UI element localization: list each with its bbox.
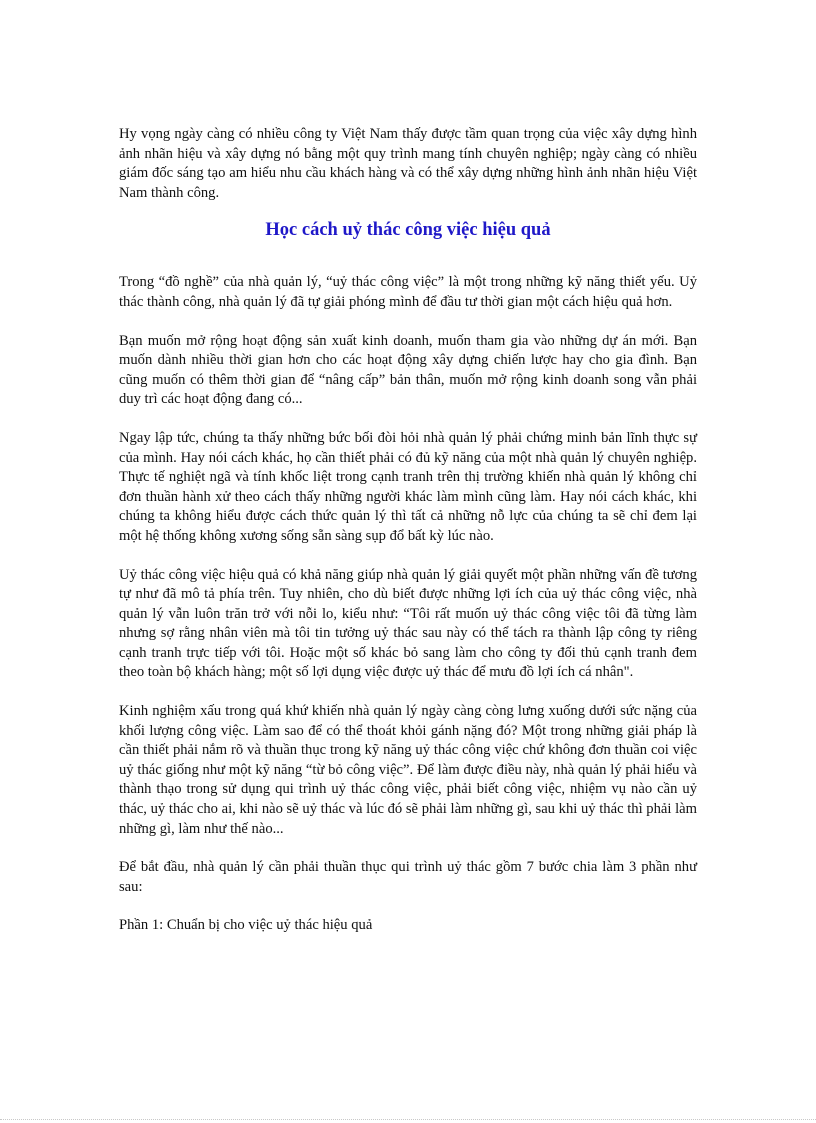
paragraph-3: Ngay lập tức, chúng ta thấy những bức bối đòi hỏi nhà quản lý phải chứng minh bản lĩnh thực sự của mình. Hay nói cách khác, họ cần thiết phải có đủ kỹ năng của một nhà quản lý chuyên nghiệp. Thực tế nghiệt ngã và tính khốc liệt trong cạnh tranh trên thị trường khiến nhà quản lý không chỉ đơn thuần hành xử theo cách thấy những người khác làm mình cũng làm. Hay nói cách khác, khi chúng ta không hiểu được cách thức quản lý thì tất cả những nỗ lực của chúng ta sẽ chỉ đem lại một hệ thống không xương sống sẵn sàng sụp đổ bất kỳ lúc nào. [119,429,697,544]
part-1-title: Phần 1: Chuẩn bị cho việc uỷ thác hiệu quả [119,917,373,934]
paragraph-4: Uỷ thác công việc hiệu quả có khả năng giúp nhà quản lý giải quyết một phần những vấn đề tương tự như đã mô tả phía trên. Tuy nhiên, cho dù biết được những lợi ích của uỷ thác công việc, nhà quản lý vẫn luôn trăn trở với nỗi lo, kiểu như: “Tôi rất muốn uỷ thác công việc tôi đã từng làm nhưng sợ rằng nhân viên mà tôi tin tưởng uỷ thác sau này có thể tách ra thành lập công ty riêng cạnh tranh trực tiếp với tôi. Hoặc một số khác bỏ sang làm cho công ty đối thủ cạnh tranh đem theo toàn bộ khách hàng; một số lợi dụng việc được uỷ thác để mưu đồ lợi ích cá nhân". [119,566,697,681]
page-bottom-divider [0,1119,816,1120]
paragraph-2: Bạn muốn mở rộng hoạt động sản xuất kinh doanh, muốn tham gia vào những dự án mới. Bạn muốn dành nhiều thời gian hơn cho các hoạt động xây dựng chiến lược hay cho gia đình. Bạn cũng muốn có thêm thời gian để “nâng cấp” bản thân, muốn mở rộng kinh doanh song vẫn phải duy trì các hoạt động đang có... [119,332,697,408]
section-heading: Học cách uỷ thác công việc hiệu quả [265,220,551,241]
paragraph-1: Trong “đồ nghề” của nhà quản lý, “uỷ thác công việc” là một trong những kỹ năng thiết yếu. Uỷ thác thành công, nhà quản lý đã tự giải phóng mình để đầu tư thời gian một cách hiệu quả hơn. [119,274,697,310]
paragraph-5: Kinh nghiệm xấu trong quá khứ khiến nhà quản lý ngày càng còng lưng xuống dưới sức nặng của khối lượng công việc. Làm sao để có thể thoát khỏi gánh nặng đó? Một trong những giải pháp là cần thiết phải nắm rõ và thuần thục trong kỹ năng uỷ thác công việc chứ không đơn thuần coi việc uỷ thác giống như một kỹ năng “từ bỏ công việc”. Để làm được điều này, nhà quản lý phải hiểu và thành thạo trong sử dụng qui trình uỷ thác công việc, phải biết công việc, nhiệm vụ nào cần uỷ thác, uỷ thác cho ai, khi nào sẽ uỷ thác và lúc đó sẽ phải làm những gì, sau khi uỷ thác thì phải làm những gì, làm như thế nào... [119,703,697,837]
document-body [119,125,697,936]
intro-paragraph: Hy vọng ngày càng có nhiều công ty Việt Nam thấy được tầm quan trọng của việc xây dựng hình ảnh nhãn hiệu và xây dựng nó bằng một quy trình mang tính chuyên nghiệp; ngày càng có nhiều giám đốc sáng tạo am hiểu nhu cầu khách hàng và có thể xây dựng những hình ảnh nhãn hiệu Việt Nam thành công. [119,126,697,201]
paragraph-6: Để bắt đầu, nhà quản lý cần phải thuần thục qui trình uỷ thác gồm 7 bước chia làm 3 phần như sau: [119,859,697,895]
